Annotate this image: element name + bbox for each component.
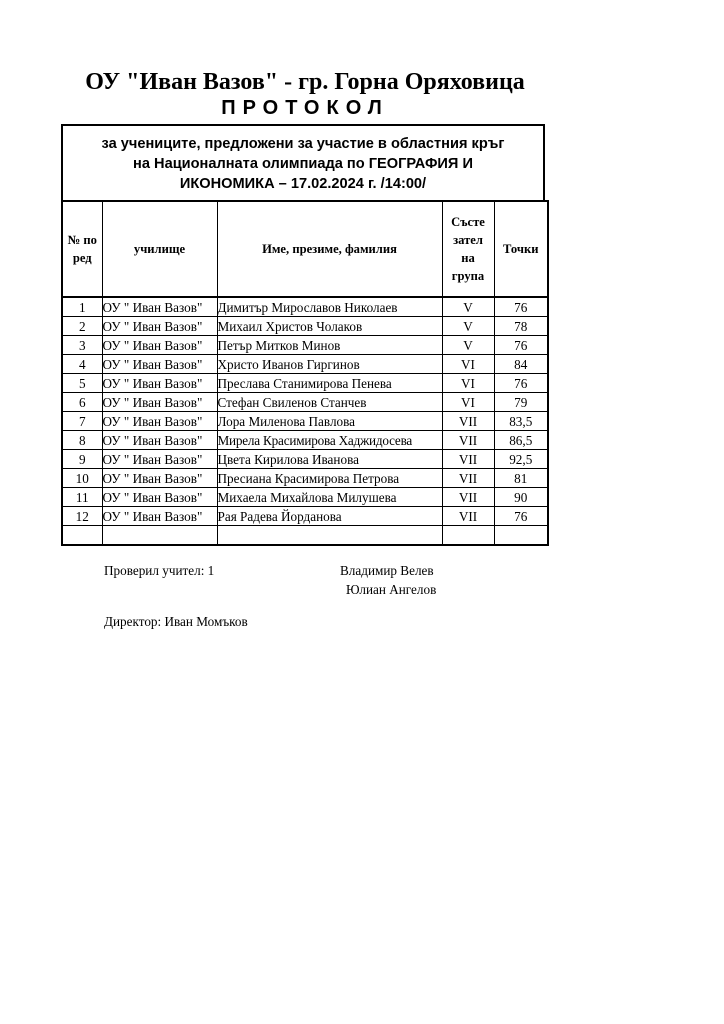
table-row [62,450,548,469]
document-subtitle: ПРОТОКОЛ [221,97,389,119]
row-num: 6 [62,393,102,412]
row-name: Петър Митков Минов [217,336,442,355]
intro-line-3: ИКОНОМИКА – 17.02.2024 г. /14:00/ [179,176,427,192]
row-points: 78 [494,317,548,336]
checked-by-label: Проверил учител: 1 [104,563,215,578]
row-school: ОУ " Иван Вазов" [102,507,217,526]
table-row [62,355,548,374]
table-row-empty [62,526,548,546]
row-points: 90 [494,488,548,507]
empty-cell [442,526,494,546]
row-num: 3 [62,336,102,355]
table-row [62,488,548,507]
row-num: 7 [62,412,102,431]
row-name: Лора Миленова Павлова [217,412,442,431]
row-school: ОУ " Иван Вазов" [102,336,217,355]
row-points: 76 [494,297,548,317]
row-num: 5 [62,374,102,393]
intro-line-2: на Националната олимпиада по ГЕОГРАФИЯ И [133,156,473,172]
empty-cell [494,526,548,546]
row-group: VII [442,488,494,507]
row-group: VII [442,469,494,488]
row-name: Михаил Христов Чолаков [217,317,442,336]
row-school: ОУ " Иван Вазов" [102,450,217,469]
teacher-name-2: Юлиан Ангелов [346,582,437,597]
row-num: 2 [62,317,102,336]
row-group: VI [442,374,494,393]
empty-cell [217,526,442,546]
table-row [62,469,548,488]
row-num: 8 [62,431,102,450]
row-name: Димитър Мирославов Николаев [217,297,442,317]
row-group: VII [442,450,494,469]
column-header-group: Състе зател на група [442,201,494,297]
row-school: ОУ " Иван Вазов" [102,431,217,450]
row-group: V [442,336,494,355]
director-label: Директор: Иван Момъков [104,614,248,629]
row-points: 92,5 [494,450,548,469]
column-header-school: училище [102,201,217,297]
row-school: ОУ " Иван Вазов" [102,297,217,317]
table-row [62,507,548,526]
row-points: 76 [494,374,548,393]
row-group: VII [442,507,494,526]
table-row [62,431,548,450]
row-school: ОУ " Иван Вазов" [102,469,217,488]
row-num: 11 [62,488,102,507]
row-num: 9 [62,450,102,469]
table-header-row [62,201,548,297]
row-school: ОУ " Иван Вазов" [102,317,217,336]
row-points: 81 [494,469,548,488]
row-name: Цвета Кирилова Иванова [217,450,442,469]
empty-cell [102,526,217,546]
table-row [62,412,548,431]
row-name: Преслава Станимирова Пенева [217,374,442,393]
row-num: 1 [62,297,102,317]
row-name: Пресиана Красимирова Петрова [217,469,442,488]
row-group: V [442,297,494,317]
row-group: VI [442,355,494,374]
row-points: 79 [494,393,548,412]
row-points: 84 [494,355,548,374]
row-group: VII [442,431,494,450]
column-header-name: Име, презиме, фамилия [217,201,442,297]
intro-box [61,124,545,200]
row-group: VI [442,393,494,412]
row-school: ОУ " Иван Вазов" [102,393,217,412]
table-row [62,297,548,317]
row-points: 83,5 [494,412,548,431]
row-points: 86,5 [494,431,548,450]
row-points: 76 [494,507,548,526]
table-row [62,393,548,412]
table-row [62,317,548,336]
table-row [62,374,548,393]
teacher-name-1: Владимир Велев [340,563,434,578]
empty-cell [62,526,102,546]
row-school: ОУ " Иван Вазов" [102,412,217,431]
intro-line-1: за учениците, предложени за участие в областния кръг [101,136,505,152]
row-name: Михаела Михайлова Милушева [217,488,442,507]
row-school: ОУ " Иван Вазов" [102,355,217,374]
row-name: Христо Иванов Гиргинов [217,355,442,374]
row-school: ОУ " Иван Вазов" [102,374,217,393]
row-group: V [442,317,494,336]
column-header-num: № по ред [62,201,102,297]
document-title: ОУ "Иван Вазов" - гр. Горна Оряховица [85,69,525,95]
row-num: 12 [62,507,102,526]
row-num: 4 [62,355,102,374]
row-school: ОУ " Иван Вазов" [102,488,217,507]
row-name: Стефан Свиленов Станчев [217,393,442,412]
row-name: Мирела Красимирова Хаджидосева [217,431,442,450]
row-name: Рая Радева Йорданова [217,507,442,526]
table-row [62,336,548,355]
row-num: 10 [62,469,102,488]
row-group: VII [442,412,494,431]
row-points: 76 [494,336,548,355]
participants-table [61,200,549,546]
column-header-points: Точки [494,201,548,297]
